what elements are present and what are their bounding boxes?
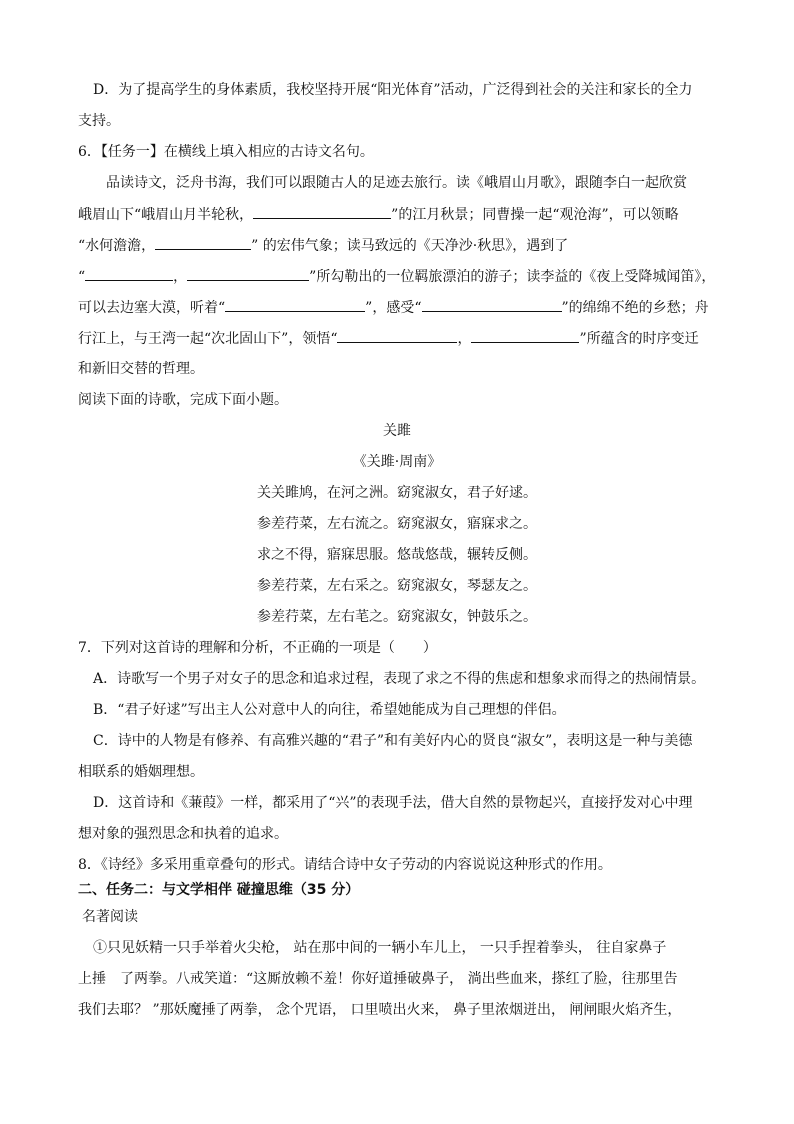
q6-text: ”的江月秋景；同曹操一起“观沧海”，可以领略: [391, 207, 679, 223]
q6-paragraph-line3: [78, 235, 568, 256]
poem-line: 求之不得，寤寐思服。悠哉悠哉，辗转反侧。: [257, 547, 537, 563]
q6-text: 行江上，与王湾一起“次北固山下”，领悟“: [78, 331, 338, 347]
fill-blank[interactable]: [422, 297, 562, 312]
fill-blank[interactable]: [337, 328, 457, 343]
q6-text: ”所蕴含的时序变迁: [579, 331, 699, 347]
excerpt-line1: ①只见妖精一只手举着火尖枪， 站在那中间的一辆小车儿上， 一只手捏着拳头， 往自家鼻子: [93, 940, 667, 956]
q6-text: 可以去边塞大漠，听着“: [78, 300, 226, 316]
q6-paragraph-line6: [78, 328, 699, 349]
q6-paragraph-line5: [78, 297, 709, 318]
fill-blank[interactable]: [85, 266, 173, 281]
q6-paragraph-line1: 品读诗文，泛舟书海，我们可以跟随古人的足迹去旅行。读《峨眉山月歌》，跟随李白一起欣赏: [106, 175, 687, 191]
poem-line: 参差荇菜，左右流之。窈窕淑女，寤寐求之。: [257, 516, 537, 532]
q7-option-d-line2: 想对象的强烈思念和执着的追求。: [78, 826, 288, 842]
q6-text: ” 的宏伟气象；读马致远的《天净沙·秋思》，遇到了: [251, 238, 569, 254]
q7-option-b: B．“君子好逑”写出主人公对意中人的向往，希望她能成为自己理想的伴侣。: [93, 702, 566, 718]
q6-text: ，: [457, 331, 472, 347]
q7-stem: 7．下列对这首诗的理解和分析，不正确的一项是（ ）: [78, 640, 437, 656]
poem-title: 关雎: [383, 423, 411, 439]
poem-intro: 阅读下面的诗歌，完成下面小题。: [78, 392, 288, 408]
q7-option-c-line2: 相联系的婚姻理想。: [78, 764, 204, 780]
q7-option-d-line1: D．这首诗和《蒹葭》一样，都采用了“兴”的表现手法，借大自然的景物起兴，直接抒发对心中理: [93, 795, 693, 811]
q6-paragraph-line2: [78, 204, 679, 225]
poem-source: 《关雎·周南》: [352, 454, 442, 470]
q5-option-d-line1: D．为了提高学生的身体素质，我校坚持开展“阳光体育”活动，广泛得到社会的关注和家长的全力: [93, 82, 693, 98]
q7-option-a: A．诗歌写一个男子对女子的思念和追求过程，表现了求之不得的焦虑和想象求而得之的热闹情景。: [93, 671, 706, 687]
q6-paragraph-line4: [78, 266, 715, 287]
q6-paragraph-line7: 和新旧交替的哲理。: [78, 361, 204, 377]
fill-blank[interactable]: [187, 266, 309, 281]
poem-line: 关关雎鸠，在河之洲。窈窕淑女，君子好逑。: [257, 485, 537, 501]
fill-blank[interactable]: [253, 204, 391, 219]
fill-blank[interactable]: [225, 297, 365, 312]
section2-subheading: 名著阅读: [82, 909, 138, 925]
fill-blank[interactable]: [155, 235, 251, 250]
q6-title: 6．【任务一】在横线上填入相应的古诗文名句。: [78, 144, 374, 160]
q6-text: ”，感受“: [365, 300, 422, 316]
q6-text: ，: [173, 269, 188, 285]
excerpt-line2: 上捶 了两拳。八戒笑道：“这厮放赖不羞！你好道捶破鼻子， 淌出些血来，搽红了脸，往那里告: [78, 971, 678, 987]
excerpt-line3: 我们去耶？ ”那妖魔捶了两拳， 念个咒语， 口里喷出火来， 鼻子里浓烟迸出， 闸闸眼火焰齐生，: [78, 1002, 682, 1018]
q7-option-c-line1: C．诗中的人物是有修养、有高雅兴趣的“君子”和有美好内心的贤良“淑女”，表明这是一种与美德: [93, 733, 693, 749]
q6-text: “水何澹澹，: [78, 238, 156, 254]
q5-option-d-line2: 支持。: [78, 113, 120, 129]
q8-stem: 8．《诗经》多采用重章叠句的形式。请结合诗中女子劳动的内容说说这种形式的作用。: [78, 857, 612, 873]
q6-text: ”所勾勒出的一位羁旅漂泊的游子；读李益的《夜上受降城闻笛》，: [309, 269, 716, 285]
q6-text: “: [78, 269, 86, 285]
poem-line: 参差荇菜，左右采之。窈窕淑女，琴瑟友之。: [257, 578, 537, 594]
section2-heading: 二、任务二：与文学相伴 碰撞思维（35 分）: [78, 882, 360, 898]
poem-line: 参差荇菜，左右芼之。窈窕淑女，钟鼓乐之。: [257, 609, 537, 625]
fill-blank[interactable]: [471, 328, 579, 343]
q6-text: 峨眉山下“峨眉山月半轮秋，: [78, 207, 254, 223]
q6-text: ”的绵绵不绝的乡愁；舟: [561, 300, 709, 316]
